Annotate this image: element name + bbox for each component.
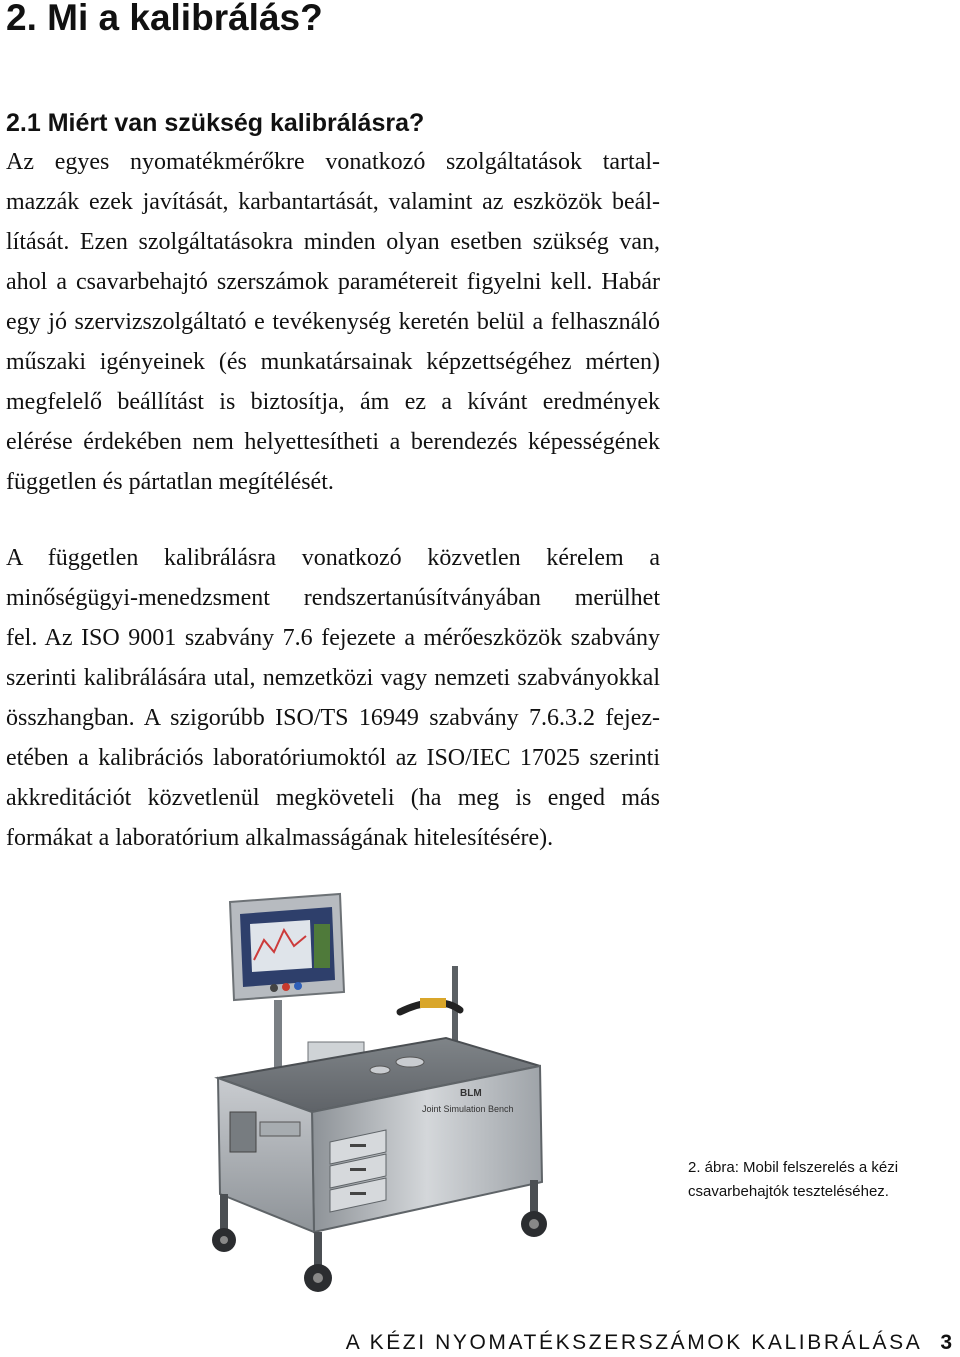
paragraph-line: minőségügyi-menedzsment rendszertanúsítványában merülhet — [6, 585, 660, 611]
figure-test-bench — [190, 880, 650, 1310]
monitor — [230, 894, 344, 1000]
page-heading: 2. Mi a kalibrálás? — [6, 0, 323, 38]
test-bench-illustration — [190, 880, 650, 1310]
paragraph-line: akkreditációt közvetlenül megköveteli (ha meg is enged más — [6, 785, 660, 811]
paragraph-line: mazzák ezek javítását, karbantartását, valamint az eszközök beál- — [6, 189, 660, 215]
caption-line: csavarbehajtók teszteléséhez. — [688, 1183, 889, 1200]
machine-label-line2: Joint Simulation Bench — [422, 1104, 514, 1114]
section-heading: 2.1 Miért van szükség kalibrálásra? — [6, 109, 425, 137]
paragraph-line: egy jó szervizszolgáltató e tevékenység keretén belül a felhasználó — [6, 309, 660, 335]
figure-caption — [688, 1156, 898, 1204]
paragraph-line: elérése érdekében nem helyettesítheti a berendezés képességének — [6, 429, 660, 455]
paragraph-line: szerinti kalibrálására utal, nemzetközi vagy nemzeti szabványokkal — [6, 665, 660, 691]
paragraph-line: független és pártatlan megítélését. — [6, 469, 334, 495]
paragraph-2 — [6, 538, 660, 858]
paragraph-line: formákat a laboratórium alkalmasságának hitelesítésére). — [6, 825, 554, 851]
side-panel — [230, 1112, 256, 1152]
machine-label-line1: BLM — [460, 1088, 482, 1099]
paragraph-line: megfelelő beállítást is biztosítja, ám ez a kívánt eredmények — [6, 389, 660, 415]
paragraph-1 — [6, 142, 660, 502]
paragraph-line: A független kalibrálásra vonatkozó közvetlen kérelem a — [6, 545, 660, 571]
drawers — [330, 1130, 386, 1212]
paragraph-line: Az egyes nyomatékmérőkre vonatkozó szolgáltatások tartal- — [6, 149, 660, 175]
page-number: 3 — [940, 1331, 952, 1354]
footer-title: A KÉZI NYOMATÉKSZERSZÁMOK KALIBRÁLÁSA — [345, 1331, 923, 1354]
paragraph-line: műszaki igényeinek (és munkatársainak képzettségéhez mérten) — [6, 349, 660, 375]
paragraph-line: fel. Az ISO 9001 szabvány 7.6 fejezete a mérőeszközök szabvány — [6, 625, 660, 651]
paragraph-line: ahol a csavarbehajtó szerszámok paramétereit figyelni kell. Habár — [6, 269, 660, 295]
caption-line: 2. ábra: Mobil felszerelés a kézi — [688, 1159, 899, 1176]
page-footer — [346, 1329, 952, 1357]
paragraph-line: lítását. Ezen szolgáltatásokra minden olyan esetben szükség van, — [6, 229, 660, 255]
paragraph-line: etében a kalibrációs laboratóriumoktól az ISO/IEC 17025 szerinti — [6, 745, 660, 771]
paragraph-line: összhangban. A szigorúbb ISO/TS 16949 szabvány 7.6.3.2 fejez- — [6, 705, 660, 731]
